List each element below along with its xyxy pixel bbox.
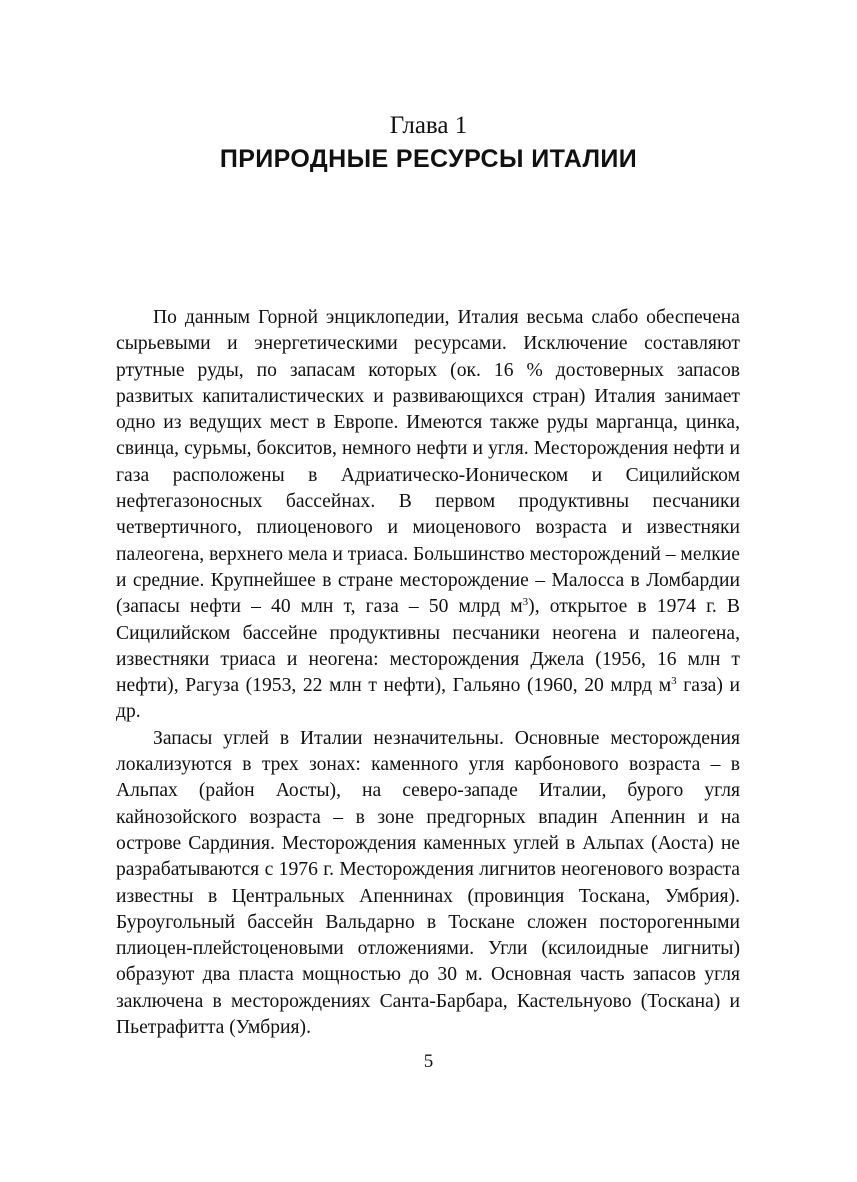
superscript-cubic-2: 3 [671,675,677,688]
paragraph-1-part-1: По данным Горной энциклопедии, Италия весьма слабо обеспечена сырьевыми и энергетическими ресурсами. Исключение составляют ртутные руды, по запасам которых (ок. 16 % достоверных запасов развитых капиталистических и развивающихся стран) Италия занимает одно из ведущих мест в Европе. Имеются также руды марганца, цинка, свинца, сурьмы, бокситов, немного нефти и угля. Месторождения нефти и газа расположены в Адриатическо-Ионическом и Сицилийском нефтегазоносных бассейнах. В первом продуктивны песчаники четвертичного, плиоценового и миоценового возраста и известняки палеогена, верхнего мела и триаса. Большинство месторождений – мелкие и средние. Крупнейшее в стране месторождение – Малосса в Ломбардии (запасы нефти – 40 млн т, газа – 50 млрд м [116,307,740,618]
superscript-cubic-1: 3 [522,596,529,609]
chapter-title: ПРИРОДНЫЕ РЕСУРСЫ ИТАЛИИ [219,145,638,173]
body-text [116,305,740,1041]
paragraph-1-part-2: ), открытое в 1974 г. В Сицилийском бассейне продуктивны песчаники неогена и палеогена, известняки триаса и неогена: месторождения Джела (1956, 16 млн т нефти), Рагуза (1953, 22 млн т нефти), Гальяно (1960, 20 млрд м [116,596,740,697]
paragraph-1-part-3: газа) и др. [116,675,740,723]
page-number: 5 [423,1051,434,1072]
chapter-label: Глава 1 [389,112,468,139]
paragraph-coal: Запасы углей в Италии незначительны. Основные месторождения локализуются в трех зонах: каменного угля карбонового возраста – в Альпах (район Аосты), на северо-западе Италии, бурого угля кайнозойского возраста – в зоне предгорных впадин Апеннин и на острове Сардиния. Месторождения каменных углей в Альпах (Аоста) не разрабатываются с 1976 г. Месторождения лигнитов неогенового возраста известны в Центральных Апеннинах (провинция Тоскана, Умбрия). Буроугольный бассейн Вальдарно в Тоскане сложен посторогенными плиоцен-плейстоценовыми отложениями. Угли (ксилоидные лигниты) образуют два пласта мощностью до 30 м. Основная часть запасов угля заключена в месторождениях Санта-Барбара, Кастельнуово (Тоскана) и Пьетрафитта (Умбрия). [116,727,740,1039]
paragraph-oil-gas [116,305,740,726]
